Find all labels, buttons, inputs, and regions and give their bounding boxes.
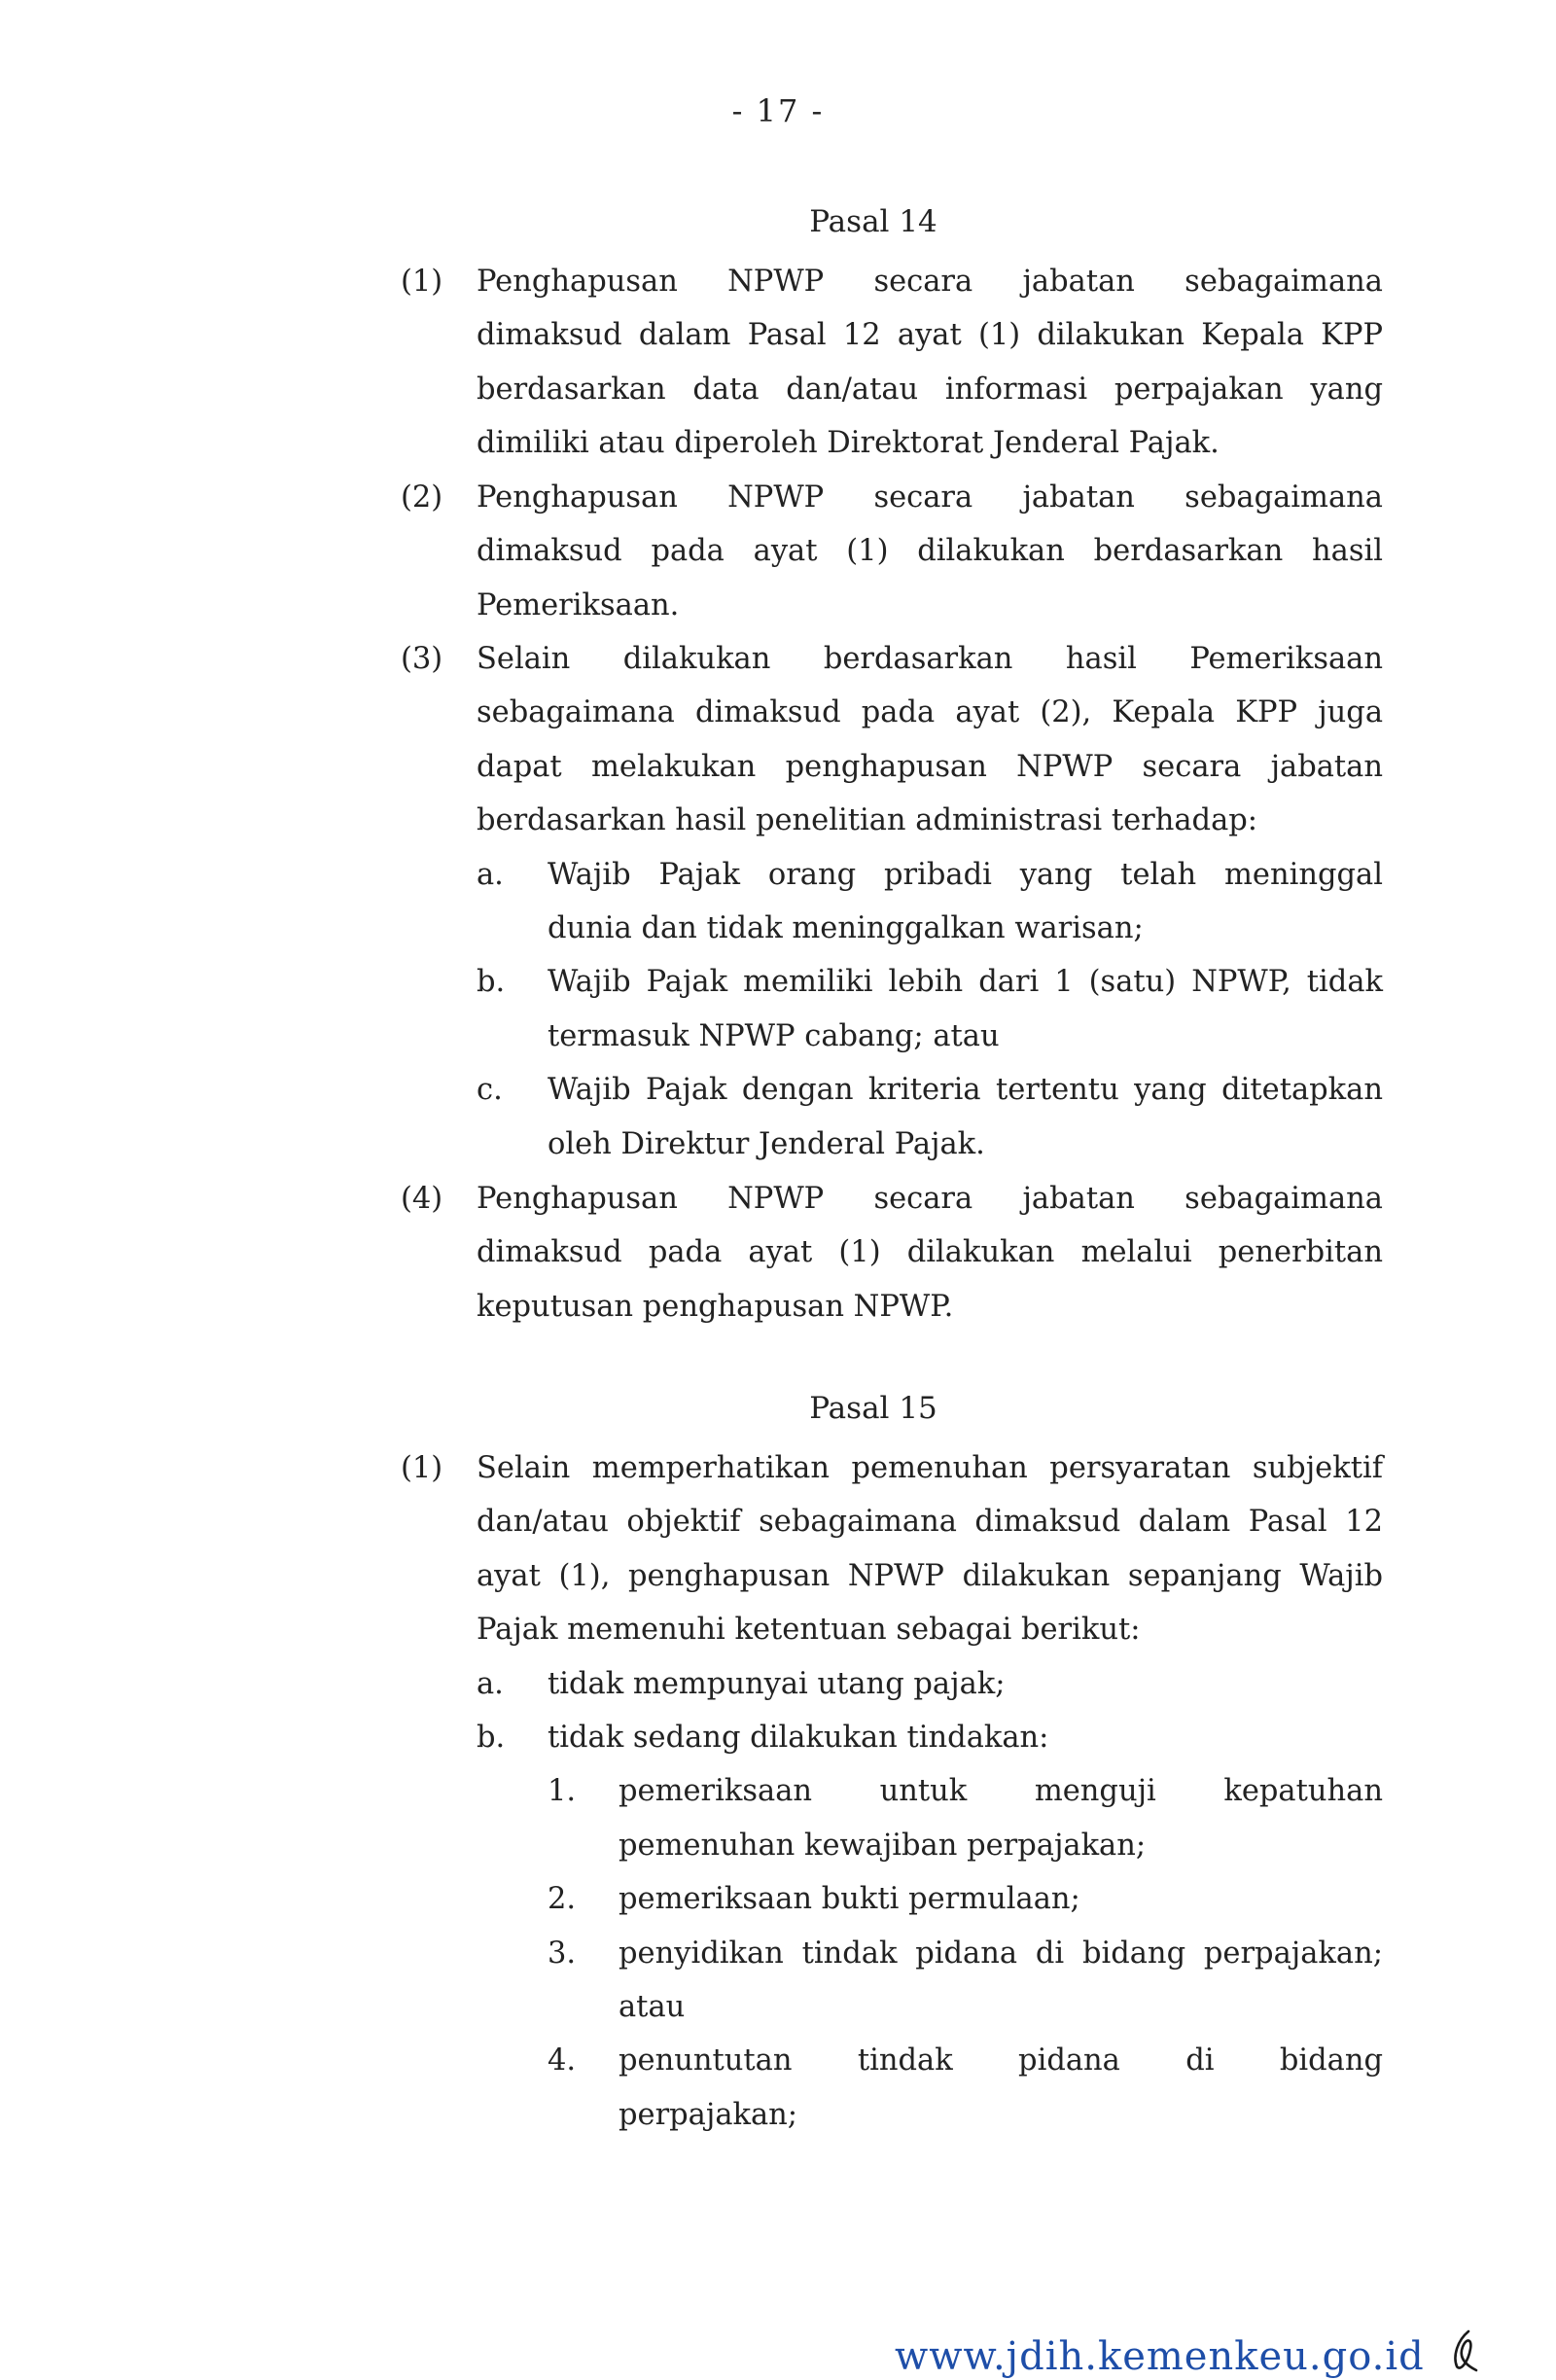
- ayat-text-line: berdasarkan hasil penelitian administrasi terhadap:: [477, 803, 1258, 838]
- pasal-14-ayat-1: [401, 255, 1383, 471]
- list-item-text: tidak mempunyai utang pajak;: [548, 1666, 1006, 1701]
- ayat-text-line: keputusan penghapusan NPWP.: [477, 1289, 954, 1324]
- list-item-text: Wajib Pajak memiliki lebih dari 1 (satu) NPWP, tidak: [548, 965, 1383, 1000]
- list-item-a: [477, 848, 1383, 956]
- list-item-a: [477, 1657, 1383, 1711]
- list-item-text: Wajib Pajak orang pribadi yang telah meninggal: [548, 857, 1383, 892]
- pasal-15-ayat-1: [401, 1441, 1383, 2142]
- ayat-text-line: Selain dilakukan berdasarkan hasil Pemeriksaan: [477, 642, 1383, 676]
- ayat-text-line: Penghapusan NPWP secara jabatan sebagaimana: [477, 1182, 1383, 1216]
- pasal-15-title: Pasal 15: [809, 1391, 937, 1426]
- pasal-14-title: Pasal 14: [809, 204, 937, 239]
- ayat-text-line: Selain memperhatikan pemenuhan persyaratan subjektif: [477, 1451, 1383, 1485]
- list-item-label: c.: [477, 1073, 503, 1108]
- ayat-number: (3): [401, 642, 443, 676]
- list-item-label: b.: [477, 1721, 506, 1756]
- ayat-text-line: dimaksud dalam Pasal 12 ayat (1) dilakukan Kepala KPP: [477, 318, 1383, 353]
- sub-list-item-3: [548, 1927, 1383, 2035]
- sub-list-item-text: perpajakan;: [619, 2097, 798, 2132]
- ayat-text-line: ayat (1), penghapusan NPWP dilakukan sepanjang Wajib: [477, 1558, 1383, 1593]
- pasal-14-ayat-2: [401, 471, 1383, 632]
- list-item-text: dunia dan tidak meninggalkan warisan;: [548, 911, 1144, 946]
- ayat-number: (4): [401, 1182, 443, 1216]
- ayat-text-line: Penghapusan NPWP secara jabatan sebagaimana: [477, 265, 1383, 299]
- ayat-text-line: dimaksud pada ayat (1) dilakukan melalui penerbitan: [477, 1235, 1383, 1270]
- list-item-text: Wajib Pajak dengan kriteria tertentu yang ditetapkan: [548, 1073, 1383, 1108]
- sub-list-item-label: 2.: [548, 1882, 577, 1917]
- sub-list-item-text: penyidikan tindak pidana di bidang perpajakan;: [619, 1936, 1383, 1971]
- sub-list-item-2: [548, 1872, 1383, 1926]
- pasal-14-ayat-3: [401, 632, 1383, 1171]
- list-item-b: [477, 955, 1383, 1063]
- pasal-14-ayat-4: [401, 1172, 1383, 1333]
- ayat-text-line: dimiliki atau diperoleh Direktorat Jenderal Pajak.: [477, 426, 1220, 461]
- page-number: - 17 -: [731, 92, 825, 129]
- ayat-text-line: dan/atau objektif sebagaimana dimaksud dalam Pasal 12: [477, 1505, 1383, 1540]
- ayat-number: (2): [401, 480, 443, 515]
- list-item-label: a.: [477, 857, 504, 892]
- ayat-text-line: Pemeriksaan.: [477, 587, 680, 622]
- ayat-text-line: Penghapusan NPWP secara jabatan sebagaimana: [477, 480, 1383, 515]
- paraf-signature-icon: [1449, 2327, 1482, 2374]
- list-item-label: b.: [477, 965, 506, 1000]
- ayat-number: (1): [401, 265, 443, 299]
- list-item-c: [477, 1063, 1383, 1171]
- ayat-number: (1): [401, 1451, 443, 1485]
- ayat-text-line: Pajak memenuhi ketentuan sebagai berikut:: [477, 1613, 1141, 1648]
- ayat-text-line: berdasarkan data dan/atau informasi perpajakan yang: [477, 372, 1383, 407]
- sub-list-item-label: 1.: [548, 1774, 577, 1809]
- sub-list-item-label: 3.: [548, 1936, 577, 1971]
- list-item-text: oleh Direktur Jenderal Pajak.: [548, 1126, 985, 1161]
- list-item-text: termasuk NPWP cabang; atau: [548, 1018, 1000, 1053]
- sub-list-item-text: pemeriksaan bukti permulaan;: [619, 1882, 1080, 1917]
- list-item-label: a.: [477, 1666, 504, 1701]
- sub-list-item-4: [548, 2034, 1383, 2142]
- sub-list-item-text: penuntutan tindak pidana di bidang: [619, 2043, 1383, 2078]
- ayat-text-line: dapat melakukan penghapusan NPWP secara jabatan: [477, 749, 1383, 784]
- ayat-text-line: sebagaimana dimaksud pada ayat (2), Kepala KPP juga: [477, 695, 1383, 730]
- sub-list-item-text: pemenuhan kewajiban perpajakan;: [619, 1828, 1147, 1863]
- list-item-b: [477, 1711, 1383, 2142]
- list-item-text: tidak sedang dilakukan tindakan:: [548, 1721, 1049, 1756]
- sub-list-item-1: [548, 1764, 1383, 1872]
- ayat-text-line: dimaksud pada ayat (1) dilakukan berdasarkan hasil: [477, 534, 1383, 569]
- sub-list-item-text: pemeriksaan untuk menguji kepatuhan: [619, 1774, 1383, 1809]
- sub-list-item-label: 4.: [548, 2043, 577, 2078]
- sub-list-item-text: atau: [619, 1990, 686, 2025]
- footer-website-url[interactable]: www.jdih.kemenkeu.go.id: [895, 2334, 1425, 2379]
